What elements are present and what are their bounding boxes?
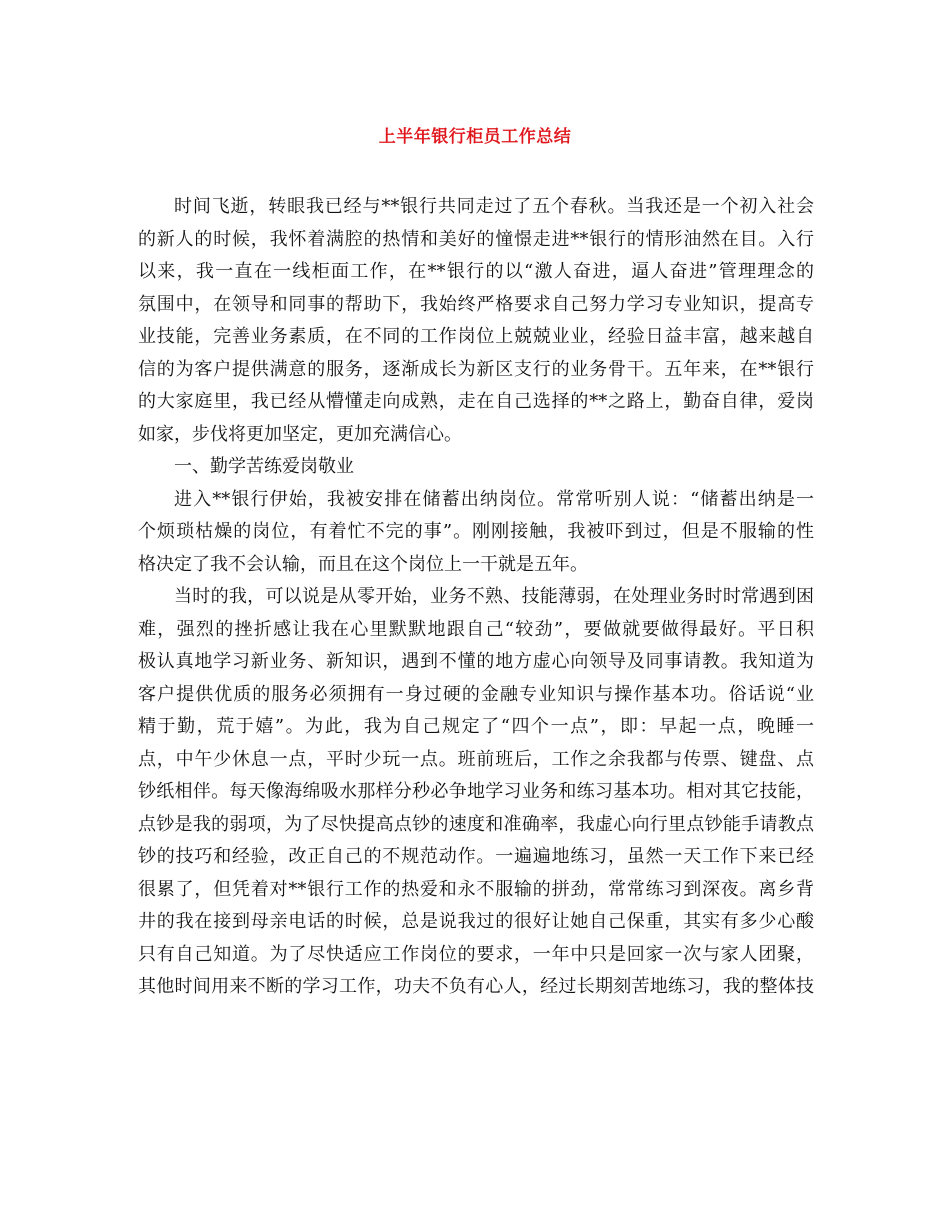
text-line: 以来，我一直在一线柜面工作，在**银行的以“激人奋进，逼人奋进”管理理念的 — [138, 261, 814, 282]
document-body — [138, 191, 814, 1004]
text-line: 的新人的时候，我怀着满腔的热情和美好的憧憬走进**银行的情形油然在目。入行 — [138, 228, 814, 250]
text-line: 钞纸相伴。每天像海绵吸水那样分秒必争地学习业务和练习基本功。相对其它技能， — [138, 781, 814, 802]
text-line: 格决定了我不会认输，而且在这个岗位上一干就是五年。 — [138, 553, 588, 575]
text-line: 精于勤，荒于嬉”。为此，我为自己规定了“四个一点”，即：早起一点，晚睡一 — [138, 716, 814, 737]
text-line: 时间飞逝，转眼我已经与**银行共同走过了五个春秋。当我还是一个初入社会 — [174, 196, 814, 217]
text-line: 个烦琐枯燥的岗位，有着忙不完的事”。刚刚接触，我被吓到过，但是不服输的性 — [138, 521, 814, 542]
text-line: 如家，步伐将更加坚定，更加充满信心。 — [138, 423, 462, 445]
text-line: 只有自己知道。为了尽快适应工作岗位的要求，一年中只是回家一次与家人团聚， — [138, 943, 814, 965]
text-line: 氛围中，在领导和同事的帮助下，我始终严格要求自己努力学习专业知识，提高专 — [138, 293, 814, 315]
text-line: 客户提供优质的服务必须拥有一身过硬的金融专业知识与操作基本功。俗话说“业 — [138, 683, 814, 705]
text-line: 点，中午少休息一点，平时少玩一点。班前班后，工作之余我都与传票、键盘、点 — [138, 748, 814, 770]
text-line: 当时的我，可以说是从零开始，业务不熟、技能薄弱，在处理业务时时常遇到困 — [174, 586, 814, 607]
text-line: 点钞是我的弱项，为了尽快提高点钞的速度和准确率，我虚心向行里点钞能手请教点 — [138, 813, 814, 835]
text-line: 的大家庭里，我已经从懵懂走向成熟，走在自己选择的**之路上，勤奋自律，爱岗 — [138, 391, 814, 412]
text-line: 钞的技巧和经验，改正自己的不规范动作。一遍遍地练习，虽然一天工作下来已经 — [138, 846, 814, 867]
text-line: 业技能，完善业务素质，在不同的工作岗位上兢兢业业，经验日益丰富，越来越自 — [138, 326, 814, 347]
text-line: 难，强烈的挫折感让我在心里默默地跟自己“较劲”，要做就要做得最好。平日积 — [138, 618, 814, 640]
text-line: 一、勤学苦练爱岗敬业 — [174, 456, 354, 477]
text-line: 进入**银行伊始，我被安排在储蓄出纳岗位。常常听别人说：“储蓄出纳是一 — [174, 488, 814, 510]
document-title: 上半年银行柜员工作总结 — [378, 127, 572, 147]
text-line: 井的我在接到母亲电话的时候，总是说我过的很好让她自己保重，其实有多少心酸 — [138, 911, 814, 932]
text-line: 很累了，但凭着对**银行工作的热爱和永不服输的拼劲，常常练习到深夜。离乡背 — [138, 878, 814, 900]
text-line: 其他时间用来不断的学习工作，功夫不负有心人，经过长期刻苦地练习，我的整体技 — [138, 976, 814, 997]
text-line: 信的为客户提供满意的服务，逐渐成长为新区支行的业务骨干。五年来，在**银行 — [138, 358, 814, 380]
text-line: 极认真地学习新业务、新知识，遇到不懂的地方虚心向领导及同事请教。我知道为 — [138, 651, 814, 672]
